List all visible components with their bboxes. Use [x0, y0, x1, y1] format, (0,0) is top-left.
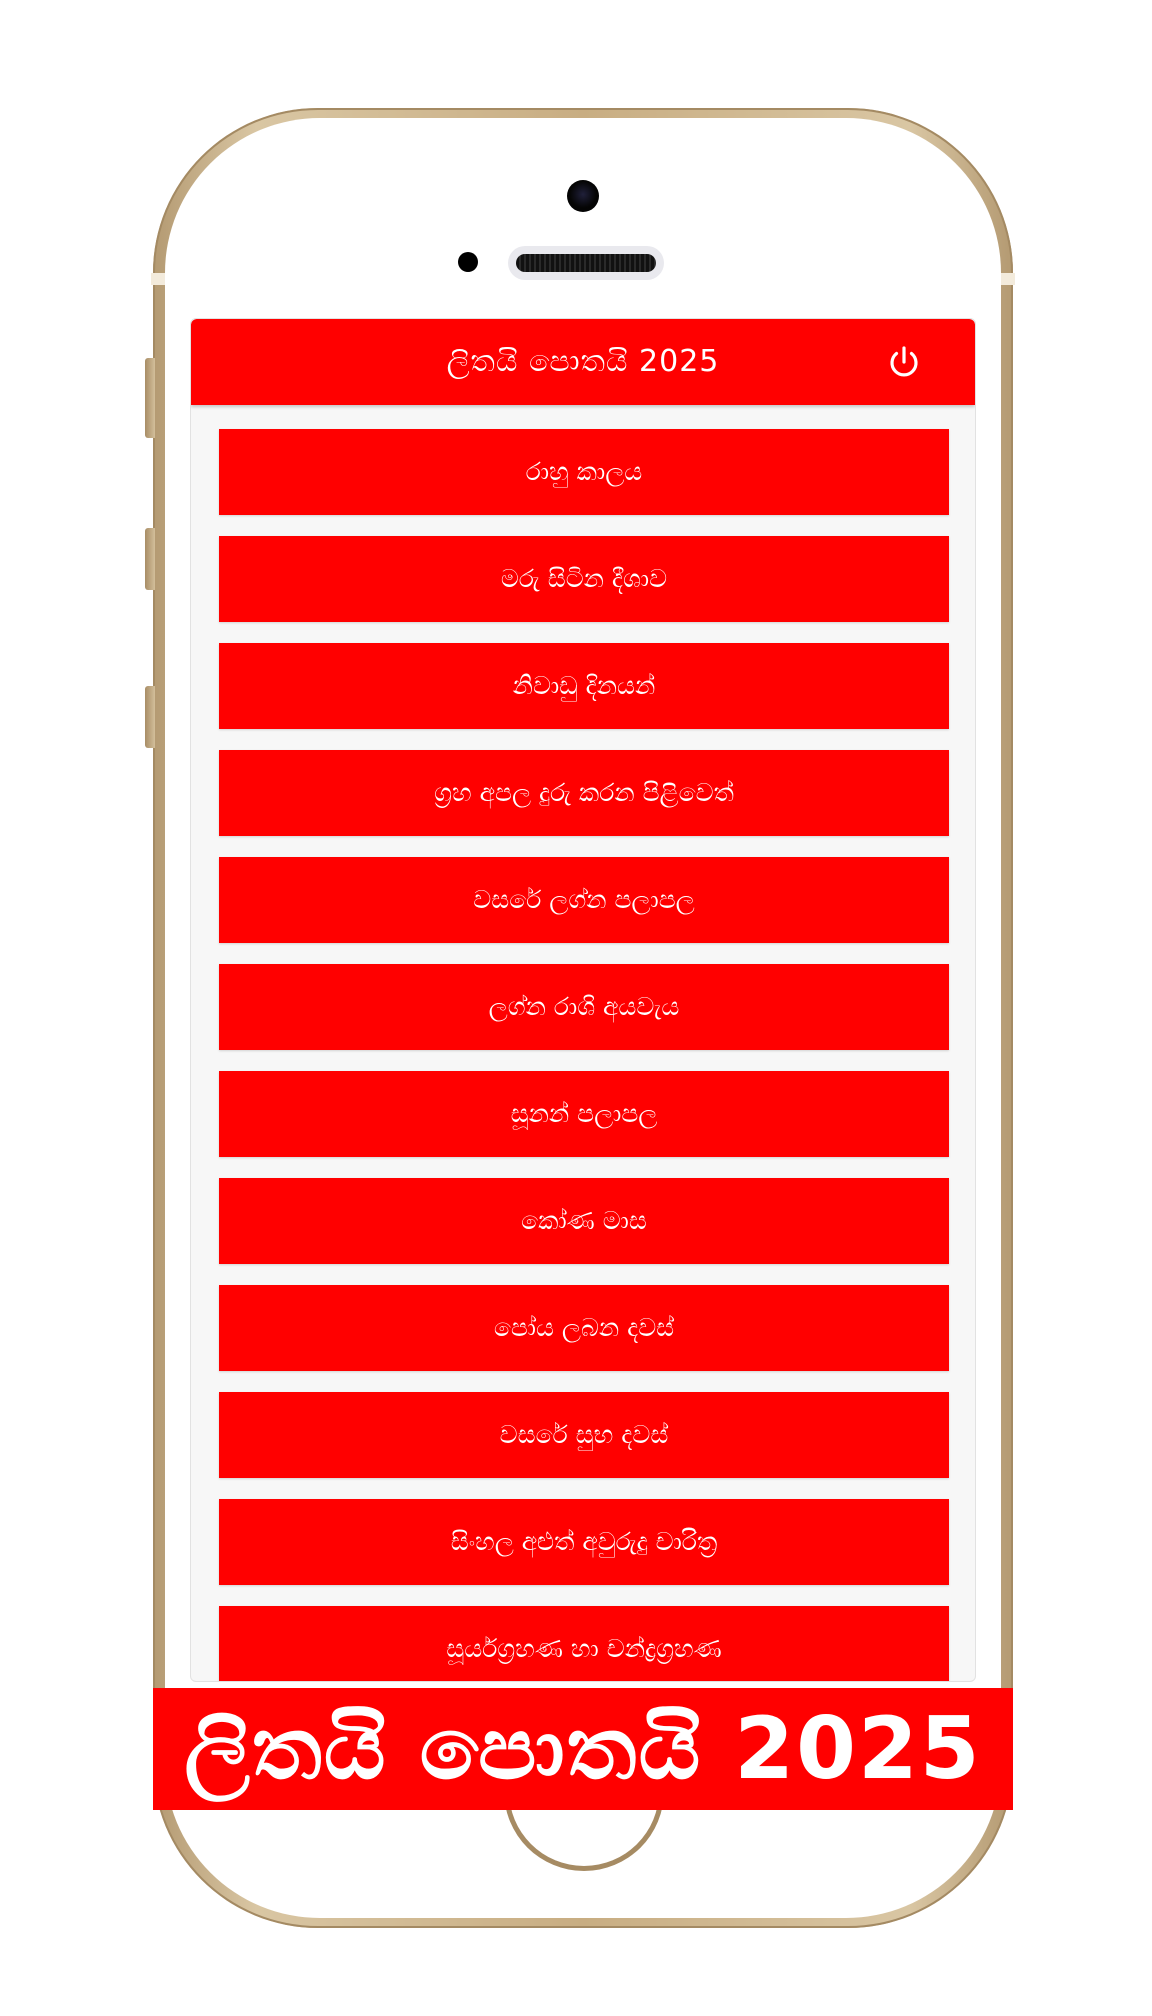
volume-down-button [145, 686, 155, 748]
speaker-grill [516, 254, 656, 272]
earpiece-speaker [508, 246, 664, 280]
promo-title: ලිතයි පොතයි 2025 [184, 1699, 982, 1799]
menu-item-holidays[interactable]: නිවාඩු දිනයන් [219, 643, 949, 729]
front-camera [567, 180, 599, 212]
proximity-sensor [458, 252, 478, 272]
volume-up-button [145, 528, 155, 590]
menu-item-lagna-budget[interactable]: ලග්න රාශි අයවැය [219, 964, 949, 1050]
app-header [191, 319, 975, 405]
menu-item-graha-remedies[interactable]: ග්‍රහ අපල දුරු කරන පිළිවෙත් [219, 750, 949, 836]
menu-item-kona-months[interactable]: කෝණ මාස [219, 1178, 949, 1264]
app-screen [190, 318, 976, 1682]
menu-item-rahu-kalaya[interactable]: රාහු කාලය [219, 429, 949, 515]
mute-switch [145, 358, 155, 438]
app-title: ලිතයි පොතයි 2025 [446, 344, 720, 379]
menu-item-dream-forecast[interactable]: සූනන් පලාපල [219, 1071, 949, 1157]
promo-banner [153, 1688, 1013, 1810]
power-icon[interactable] [883, 341, 925, 383]
menu-list [219, 429, 949, 1682]
antenna-band-right [1001, 273, 1015, 285]
menu-item-maru-direction[interactable]: මරු සිටින දීශාව [219, 536, 949, 622]
menu-item-new-year-rituals[interactable]: සිංහල අළුත් අවුරුදු චාරිත්‍ර [219, 1499, 949, 1585]
menu-item-yearly-lagna-forecast[interactable]: වසරේ ලග්න පලාපල [219, 857, 949, 943]
antenna-band-left [151, 273, 165, 285]
menu-item-poya-days[interactable]: පෝය ලබන දවස් [219, 1285, 949, 1371]
menu-item-auspicious-days[interactable]: වසරේ සුභ දවස් [219, 1392, 949, 1478]
menu-item-eclipses[interactable]: සූර්යග්‍රහණ හා චන්ද්‍රග්‍රහණ [219, 1606, 949, 1682]
